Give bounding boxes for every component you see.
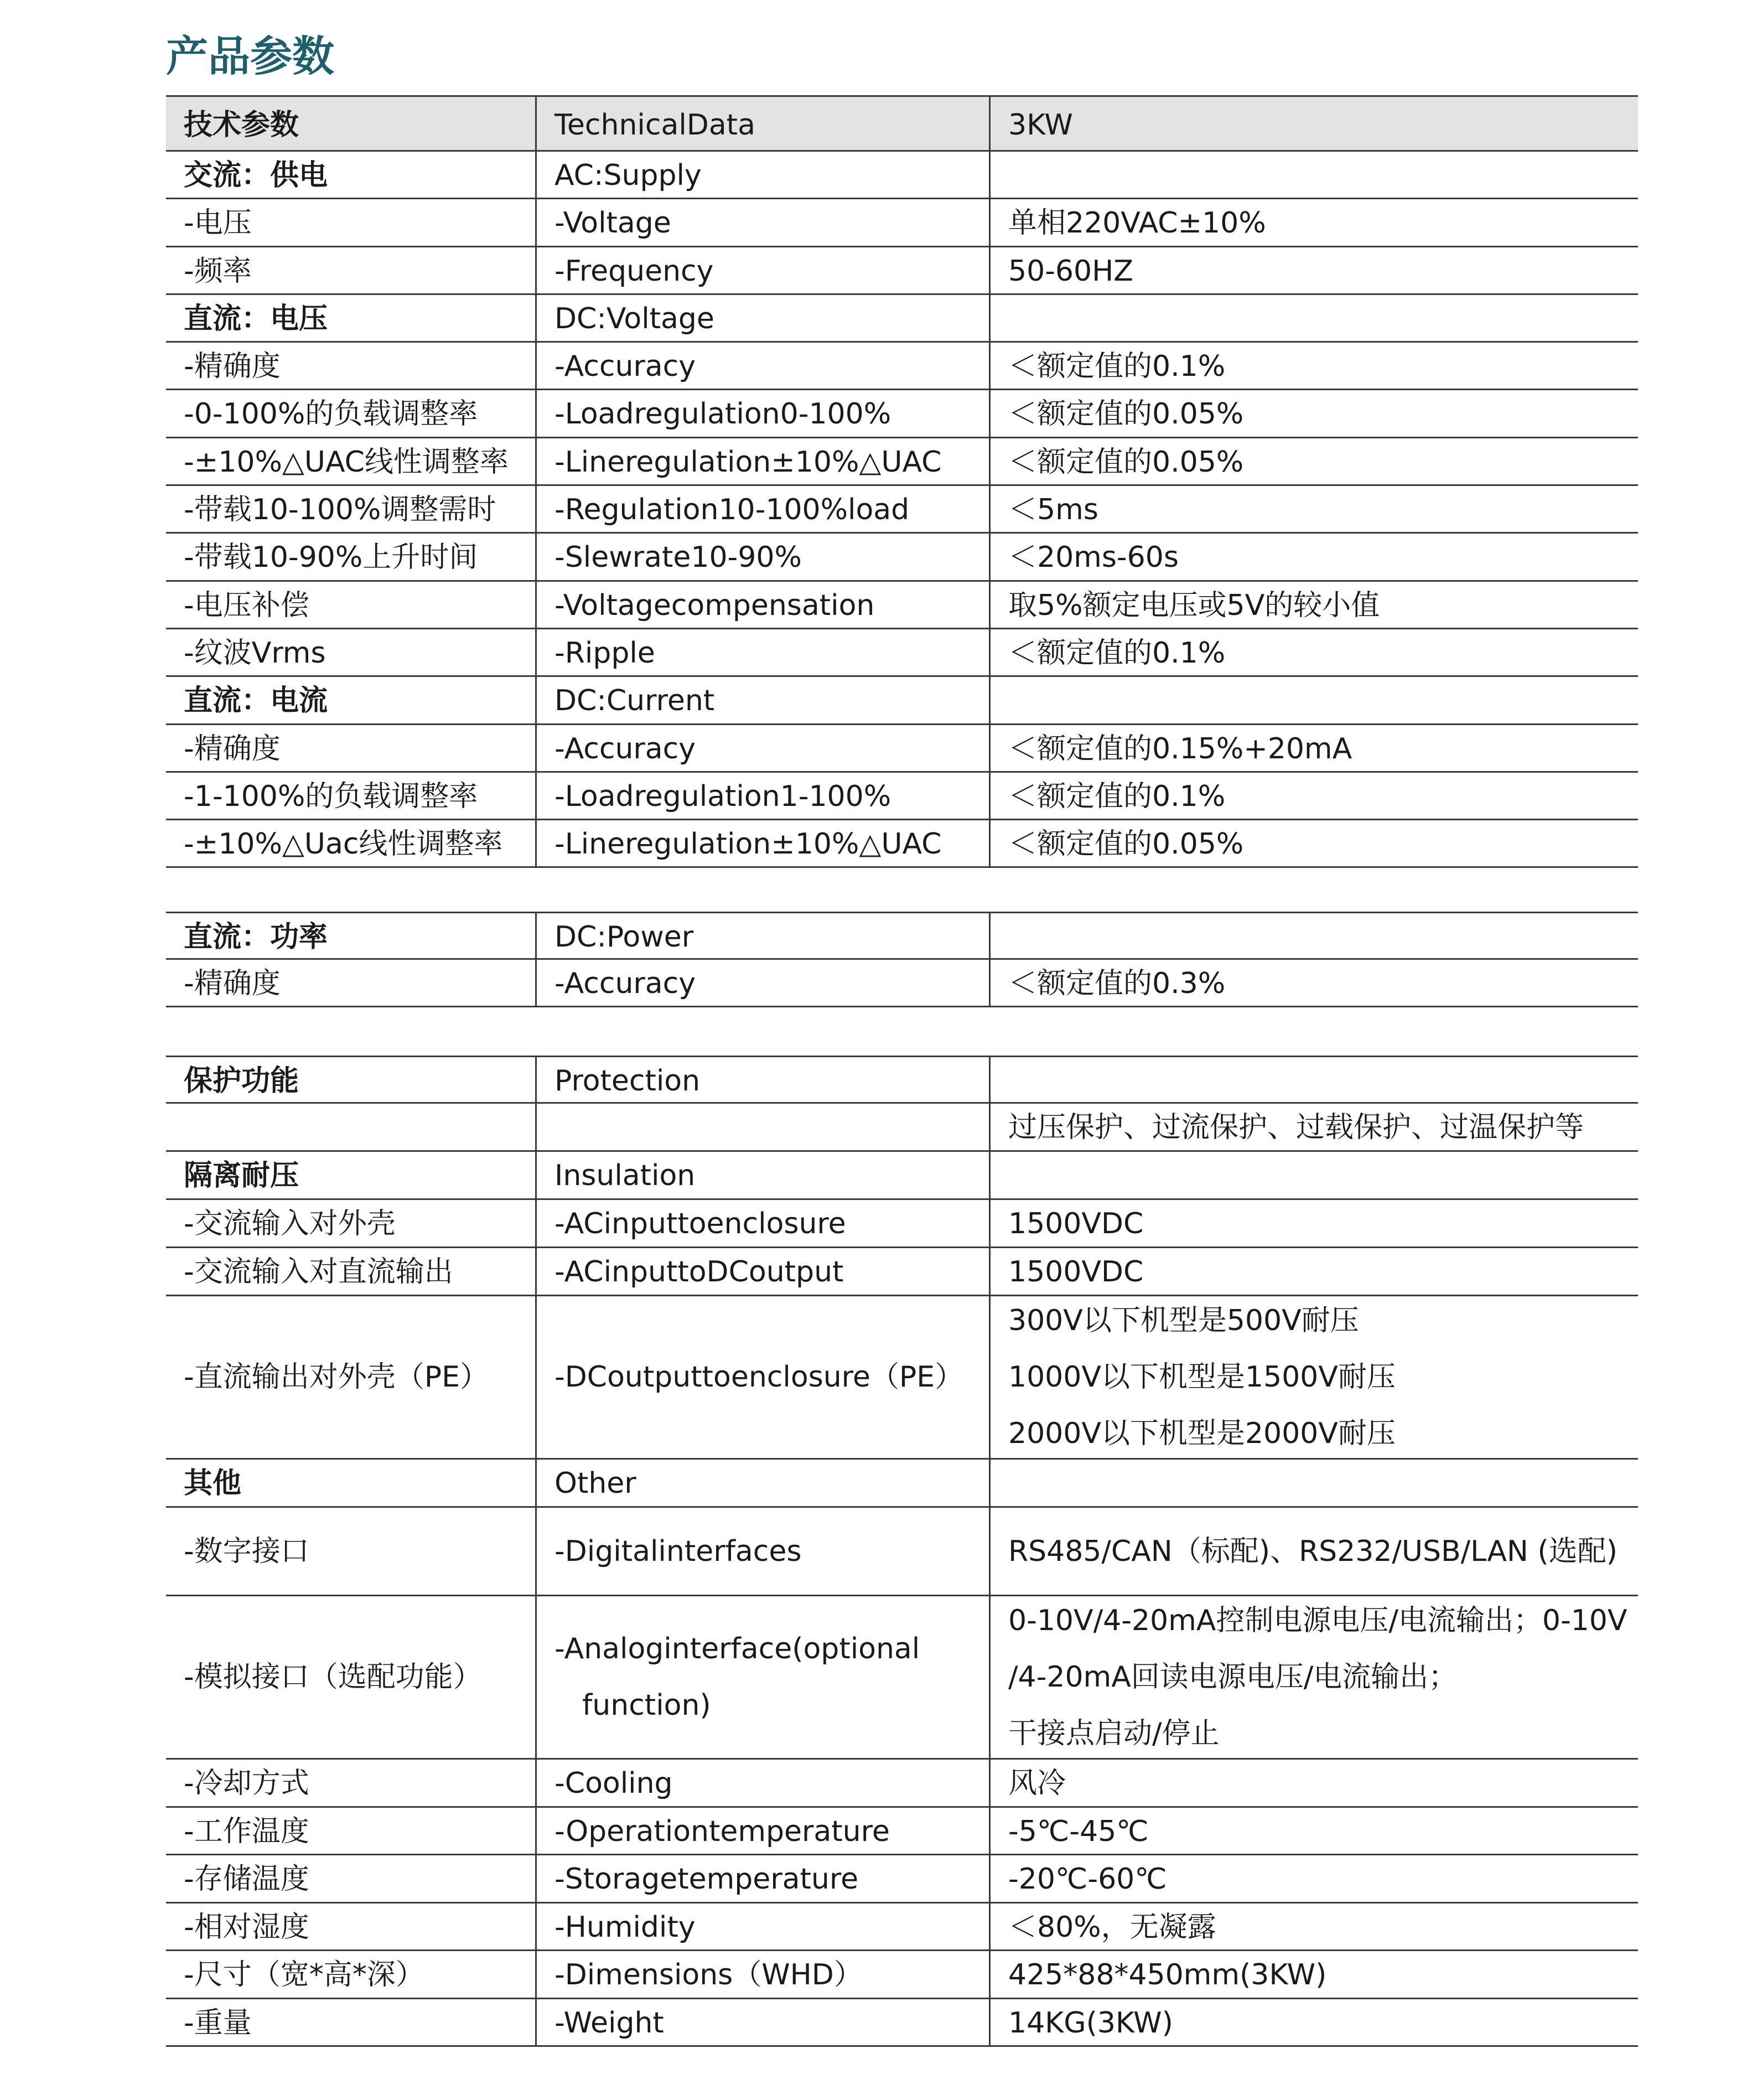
cell-value: ＜5ms xyxy=(1008,493,1098,527)
cell-cn: -相对湿度 xyxy=(166,1904,537,1950)
table-row xyxy=(166,247,1638,295)
cell-cn: -交流输入对直流输出 xyxy=(166,1248,537,1295)
table-row xyxy=(166,820,1638,868)
table-row xyxy=(166,582,1638,629)
cell-en: Other xyxy=(537,1460,991,1506)
spec-table-main xyxy=(166,95,1638,868)
cell-en: -Regulation10-100%load xyxy=(537,486,991,532)
cell-cn: -交流输入对外壳 xyxy=(166,1200,537,1246)
cell-en: DC:Current xyxy=(537,677,991,723)
cell-cn: -数字接口 xyxy=(166,1508,537,1595)
cell-value xyxy=(991,1460,1638,1506)
cell-value xyxy=(991,295,1638,341)
cell-cn: -±10%△UAC线性调整率 xyxy=(166,438,537,484)
cell-en: -ACinputtoDCoutput xyxy=(537,1248,991,1295)
header-cn: 技术参数 xyxy=(166,97,537,150)
section-row xyxy=(166,295,1638,343)
cell-value xyxy=(991,1057,1638,1102)
section-row xyxy=(166,152,1638,199)
cell-value: 单相220VAC±10% xyxy=(1008,206,1266,240)
value-line: 2000V以下机型是2000V耐压 xyxy=(1008,1417,1396,1450)
cell-cn: -0-100%的负载调整率 xyxy=(166,390,537,436)
cell-en: -ACinputtoenclosure xyxy=(537,1200,991,1246)
cell-en: -Weight xyxy=(537,1999,991,2046)
cell-cn: -工作温度 xyxy=(166,1808,537,1854)
value-line: -Analoginterface(optional xyxy=(554,1632,920,1665)
cell-value: ＜80%，无凝露 xyxy=(1008,1910,1216,1944)
table-row xyxy=(166,343,1638,390)
cell-en: -Loadregulation1-100% xyxy=(537,773,991,819)
spec-table-other xyxy=(166,1056,1638,2047)
cell-value: ＜额定值的0.05% xyxy=(1008,397,1244,431)
cell-en: -Cooling xyxy=(537,1760,991,1806)
cell-cn: -尺寸（宽*高*深） xyxy=(166,1951,537,1998)
cell-en: -Voltage xyxy=(537,199,991,245)
table-row xyxy=(166,438,1638,486)
section-protection xyxy=(166,1056,1638,1104)
table-row xyxy=(166,390,1638,438)
cell-value: 425*88*450mm(3KW) xyxy=(1008,1958,1327,1992)
table-row xyxy=(166,1951,1638,1999)
cell-value: ＜额定值的0.3% xyxy=(1008,966,1226,1000)
cell-en: -Accuracy xyxy=(537,343,991,389)
empty-cell xyxy=(537,1104,991,1150)
table-header xyxy=(166,95,1638,152)
cell-value: 1500VDC xyxy=(1008,1207,1144,1240)
cell-value: ＜额定值的0.15%+20mA xyxy=(1008,732,1352,765)
cell-en: -Accuracy xyxy=(537,725,991,771)
value-line: 300V以下机型是500V耐压 xyxy=(1008,1304,1359,1337)
cell-en: -Storagetemperature xyxy=(537,1855,991,1902)
cell-cn: 隔离耐压 xyxy=(166,1152,537,1198)
empty-cell xyxy=(166,1104,537,1150)
cell-value xyxy=(991,152,1638,198)
cell-value: RS485/CAN（标配)、RS232/USB/LAN (选配) xyxy=(1008,1534,1618,1568)
table-row xyxy=(166,1296,1638,1460)
cell-cn: -精确度 xyxy=(166,343,537,389)
cell-cn: -直流输出对外壳（PE） xyxy=(166,1296,537,1458)
cell-value: ＜额定值的0.05% xyxy=(1008,445,1244,479)
table-row xyxy=(166,199,1638,247)
table-row xyxy=(166,534,1638,581)
cell-cn: -存储温度 xyxy=(166,1855,537,1902)
protection-list-row xyxy=(166,1104,1638,1152)
value-line: function) xyxy=(582,1689,711,1722)
cell-cn: 直流：电流 xyxy=(166,677,537,723)
cell-value: ＜额定值的0.1% xyxy=(1008,636,1226,670)
table-row xyxy=(166,1248,1638,1296)
table-row xyxy=(166,1200,1638,1248)
cell-en: -Ripple xyxy=(537,629,991,675)
cell-cn: -带载10-90%上升时间 xyxy=(166,534,537,580)
cell-value xyxy=(991,913,1638,958)
cell-cn: -纹波Vrms xyxy=(166,629,537,675)
table-row xyxy=(166,1904,1638,1952)
cell-cn: -精确度 xyxy=(166,725,537,771)
cell-en: -Lineregulation±10%△UAC xyxy=(537,820,991,866)
cell-en: DC:Voltage xyxy=(537,295,991,341)
header-model: 3KW xyxy=(1008,108,1073,142)
cell-cn: -电压 xyxy=(166,199,537,245)
table-row xyxy=(166,1508,1638,1596)
cell-en: -Loadregulation0-100% xyxy=(537,390,991,436)
cell-value-multiline xyxy=(991,1296,1638,1458)
cell-cn: -电压补偿 xyxy=(166,582,537,628)
table-row xyxy=(166,960,1638,1008)
table-row xyxy=(166,1999,1638,2047)
cell-en: Insulation xyxy=(537,1152,991,1198)
cell-cn: 直流：电压 xyxy=(166,295,537,341)
value-line: 干接点启动/停止 xyxy=(1008,1717,1220,1750)
cell-en: -Voltagecompensation xyxy=(537,582,991,628)
table-row xyxy=(166,725,1638,773)
cell-value: 取5%额定电压或5V的较小值 xyxy=(1008,588,1380,622)
value-line: /4-20mA回读电源电压/电流输出； xyxy=(1008,1661,1458,1694)
cell-value: 风冷 xyxy=(1008,1767,1066,1800)
cell-value xyxy=(991,1152,1638,1198)
protection-list: 过压保护、过流保护、过载保护、过温保护等 xyxy=(1008,1111,1584,1144)
cell-value: -5℃-45℃ xyxy=(1008,1814,1149,1848)
cell-value: ＜额定值的0.05% xyxy=(1008,827,1244,861)
cell-cn: 其他 xyxy=(166,1460,537,1506)
cell-cn: -1-100%的负载调整率 xyxy=(166,773,537,819)
table-row xyxy=(166,1808,1638,1856)
cell-cn: -模拟接口（选配功能） xyxy=(166,1596,537,1758)
page-title: 产品参数 xyxy=(166,32,334,81)
spec-table-power xyxy=(166,912,1638,1007)
cell-en: -Lineregulation±10%△UAC xyxy=(537,438,991,484)
header-en: TechnicalData xyxy=(537,97,991,150)
table-row xyxy=(166,1760,1638,1808)
cell-value: 1500VDC xyxy=(1008,1255,1144,1289)
cell-value: 14KG(3KW) xyxy=(1008,2006,1173,2040)
cell-value: ＜额定值的0.1% xyxy=(1008,350,1226,384)
cell-en: AC:Supply xyxy=(537,152,991,198)
cell-cn: 保护功能 xyxy=(166,1057,537,1102)
section-row xyxy=(166,912,1638,960)
cell-en: Protection xyxy=(537,1057,991,1102)
cell-value xyxy=(991,677,1638,723)
cell-value: 50-60HZ xyxy=(1008,254,1133,288)
cell-value-multiline xyxy=(991,1596,1638,1758)
table-row xyxy=(166,773,1638,820)
section-row xyxy=(166,677,1638,725)
cell-cn: -重量 xyxy=(166,1999,537,2046)
cell-cn: -±10%△Uac线性调整率 xyxy=(166,820,537,866)
table-row xyxy=(166,1855,1638,1904)
cell-cn: -带载10-100%调整需时 xyxy=(166,486,537,532)
cell-en: -Operationtemperature xyxy=(537,1808,991,1854)
cell-en-multiline xyxy=(537,1596,991,1758)
section-other xyxy=(166,1460,1638,1508)
cell-en: -Frequency xyxy=(537,247,991,293)
cell-en: -Humidity xyxy=(537,1904,991,1950)
cell-en: -DCoutputtoenclosure（PE） xyxy=(537,1296,991,1458)
cell-cn: -频率 xyxy=(166,247,537,293)
cell-en: -Slewrate10-90% xyxy=(537,534,991,580)
cell-en: -Digitalinterfaces xyxy=(537,1508,991,1595)
cell-en: -Accuracy xyxy=(537,960,991,1006)
table-row xyxy=(166,629,1638,677)
cell-value: -20℃-60℃ xyxy=(1008,1863,1167,1896)
table-row xyxy=(166,486,1638,534)
table-row xyxy=(166,1596,1638,1760)
cell-en: DC:Power xyxy=(537,913,991,958)
cell-cn: -精确度 xyxy=(166,960,537,1006)
value-line: 0-10V/4-20mA控制电源电压/电流输出；0-10V xyxy=(1008,1604,1628,1637)
cell-en: -Dimensions（WHD） xyxy=(537,1951,991,1998)
cell-cn: -冷却方式 xyxy=(166,1760,537,1806)
cell-cn: 直流：功率 xyxy=(166,913,537,958)
value-line: 1000V以下机型是1500V耐压 xyxy=(1008,1361,1396,1394)
cell-value: ＜额定值的0.1% xyxy=(1008,779,1226,813)
cell-cn: 交流：供电 xyxy=(166,152,537,198)
section-insulation xyxy=(166,1152,1638,1200)
cell-value: ＜20ms-60s xyxy=(1008,541,1179,575)
